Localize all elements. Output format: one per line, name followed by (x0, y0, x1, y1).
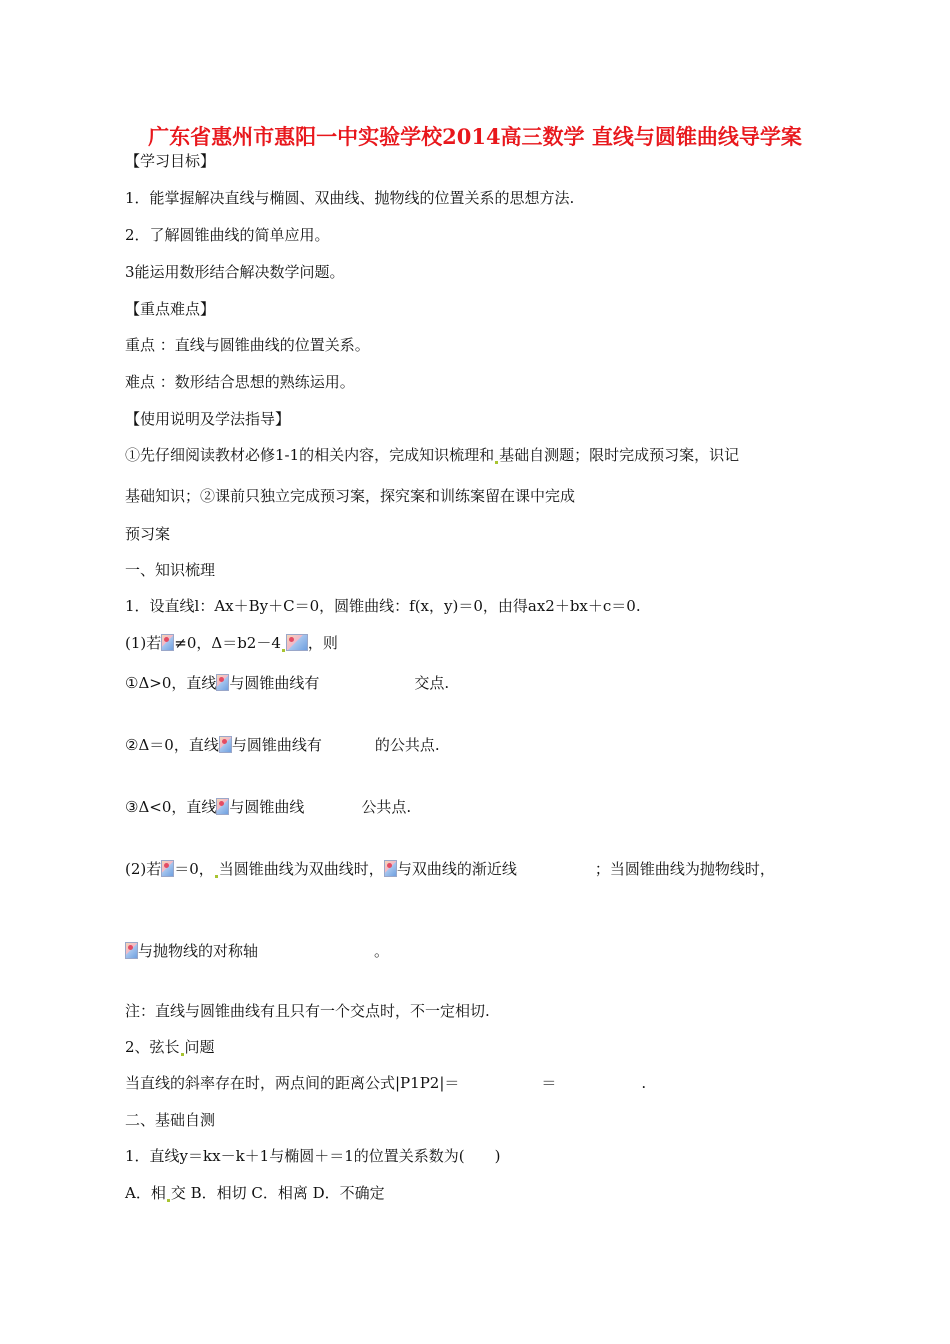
section-heading-preview: 预习案 (125, 525, 171, 543)
cond2-text-a: (2)若 (125, 860, 162, 878)
case3-text-a: ③Δ<0，直线 (125, 798, 217, 816)
distance-text-c: . (641, 1074, 647, 1092)
case2-text-a: ②Δ＝0，直线 (125, 736, 219, 754)
instruction-line-2: 基础知识；②课前只独立完成预习案，探究案和训练案留在课中完成 (125, 487, 576, 505)
case-delta-positive (125, 673, 449, 693)
condition-2 (125, 859, 775, 879)
cond2-text-c: 当圆锥曲线为双曲线时， (218, 860, 384, 878)
distance-text-b: ＝ (541, 1074, 557, 1092)
case2-text-c: 的公共点. (374, 736, 440, 754)
formula-image-icon (216, 674, 229, 691)
chord-text-b: 问题 (184, 1038, 215, 1056)
case-delta-negative (125, 797, 411, 817)
question-1-options (125, 1183, 385, 1203)
formula-image-icon (219, 736, 232, 753)
chord-text-a: 2、弦长 (125, 1038, 180, 1056)
formula-image-icon (384, 860, 397, 877)
section-heading-knowledge: 一、知识梳理 (125, 561, 216, 579)
question-1: 1．直线y＝kx－k＋1与椭圆＋＝1的位置关系数为( ) (125, 1147, 501, 1165)
cond1-text-a: (1)若 (125, 634, 162, 652)
knowledge-item-1: 1．设直线l：Ax＋By＋C＝0，圆锥曲线：f(x，y)＝0，由得ax2＋bx＋c＝0. (125, 597, 641, 615)
cond2-text-d: 与双曲线的渐近线 (396, 860, 517, 878)
case1-text-a: ①Δ>0，直线 (125, 674, 217, 692)
difficult-point: 难点 ：数形结合思想的熟练运用。 (125, 373, 355, 391)
cond2b-text-a: 与抛物线的对称轴 (138, 942, 259, 960)
distance-formula (125, 1073, 646, 1093)
formula-image-icon (216, 798, 229, 815)
case2-text-b: 与圆锥曲线有 (231, 736, 322, 754)
cond1-text-c: ，则 (307, 634, 338, 652)
instruction-text-b: 基础自测题；限时完成预习案，识记 (499, 446, 740, 464)
objective-2: 2．了解圆锥曲线的简单应用。 (125, 226, 330, 244)
note: 注：直线与圆锥曲线有且只有一个交点时，不一定相切. (125, 1002, 490, 1020)
instruction-line-1 (125, 445, 739, 465)
section-heading-objectives: 【学习目标】 (125, 152, 216, 170)
key-point: 重点 ：直线与圆锥曲线的位置关系。 (125, 336, 370, 354)
instruction-text-a: ①先仔细阅读教材必修1-1的相关内容，完成知识梳理和 (125, 446, 495, 464)
section-heading-self-test: 二、基础自测 (125, 1111, 216, 1129)
section-chord-length (125, 1037, 215, 1057)
formula-image-icon (161, 634, 174, 651)
cond2-text-e: ；当圆锥曲线为抛物线时， (594, 860, 775, 878)
formula-image-icon (161, 860, 174, 877)
cond2b-text-b: 。 (374, 942, 390, 960)
case1-text-b: 与圆锥曲线有 (229, 674, 320, 692)
options-text-b: 交 B．相切 C．相离 D．不确定 (170, 1184, 385, 1202)
ink-dot (495, 461, 498, 464)
condition-1 (125, 633, 338, 653)
section-heading-key-points: 【重点难点】 (125, 300, 216, 318)
case1-text-c: 交点. (414, 674, 450, 692)
case3-text-b: 与圆锥曲线 (229, 798, 305, 816)
options-text-a: A．相 (125, 1184, 166, 1202)
ink-dot (282, 649, 285, 652)
ink-dot (167, 1199, 170, 1202)
objective-3: 3能运用数形结合解决数学问题。 (125, 263, 345, 281)
case-delta-zero (125, 735, 440, 755)
formula-image-icon (286, 634, 308, 651)
section-heading-instructions: 【使用说明及学法指导】 (125, 410, 291, 428)
cond1-text-b: ≠0，Δ＝b2－4 (174, 634, 281, 652)
case3-text-c: 公共点. (361, 798, 412, 816)
ink-dot (215, 875, 218, 878)
ink-dot (181, 1053, 184, 1056)
document-title: 广东省惠州市惠阳一中实验学校2014高三数学 直线与圆锥曲线导学案 (148, 124, 802, 149)
condition-2-continued (125, 941, 389, 961)
cond2-text-b: ＝0， (174, 860, 214, 878)
objective-1: 1．能掌握解决直线与椭圆、双曲线、抛物线的位置关系的思想方法. (125, 189, 575, 207)
formula-image-icon (125, 942, 138, 959)
distance-text-a: 当直线的斜率存在时，两点间的距离公式|P1P2|＝ (125, 1074, 460, 1092)
